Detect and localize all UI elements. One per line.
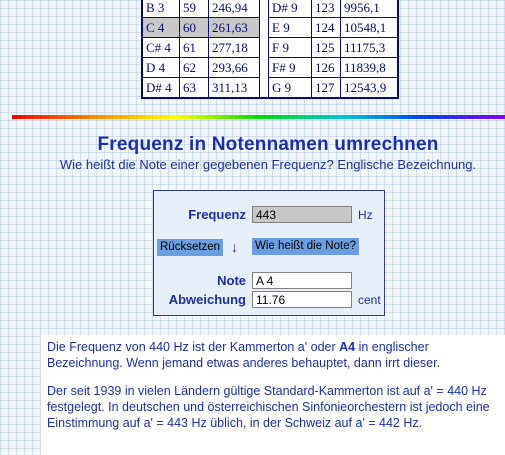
frequency-label: Frequenz: [188, 207, 246, 222]
table-cell-midi: 126: [312, 58, 341, 78]
table-cell-freq: 10548,1: [341, 18, 399, 38]
page-subtitle: Wie heißt die Note einer gegebenen Frequenz? Englische Bezeichnung.: [59, 157, 477, 172]
table-cell-midi: 59: [180, 0, 209, 18]
info-text-bold: A4: [339, 340, 356, 354]
table-cell-midi: 62: [180, 58, 209, 78]
table-separator: [260, 58, 269, 78]
table-cell-midi: 123: [312, 0, 341, 18]
table-cell-note: D 4: [142, 58, 180, 78]
table-cell-freq-highlighted: 261,63: [209, 18, 260, 38]
note-output[interactable]: [252, 272, 352, 289]
table-cell-freq: 11839,8: [341, 58, 399, 78]
info-paragraph-2: Der seit 1939 in vielen Ländern gültige Standard-Kammerton ist auf a' = 440 Hz festgelegt. In deutschen und österreichischen Sinfonieorchestern ist jedoch eine Einstimmung auf a' = 443 Hz üblich, in der Schweiz auf a' = 442 Hz.: [47, 384, 490, 430]
table-cell-note: D# 9: [269, 0, 312, 18]
table-cell-note: C# 4: [142, 38, 180, 58]
table-cell-note-highlighted: C 4: [142, 18, 180, 38]
note-frequency-table: [141, 0, 399, 99]
table-cell-freq: 9956,1: [341, 0, 399, 18]
table-cell-midi: 125: [312, 38, 341, 58]
table-cell-freq: 311,13: [209, 78, 260, 99]
table-row: [142, 18, 398, 38]
info-paragraph-1: [47, 339, 502, 371]
table-row: [142, 38, 398, 58]
table-cell-midi: 124: [312, 18, 341, 38]
note-label: Note: [217, 273, 246, 288]
table-separator: [260, 78, 269, 99]
reset-button[interactable]: Rücksetzen: [157, 239, 223, 256]
table-cell-note: G 9: [269, 78, 312, 99]
arrow-down-icon: ↓: [231, 239, 238, 255]
table-row: [142, 78, 398, 99]
deviation-label: Abweichung: [168, 292, 246, 307]
table-cell-note: E 9: [269, 18, 312, 38]
table-cell-note: B 3: [142, 0, 180, 18]
table-cell-freq: 293,66: [209, 58, 260, 78]
frequency-input[interactable]: [252, 206, 352, 223]
info-panel: [41, 335, 505, 455]
table-cell-freq: 277,18: [209, 38, 260, 58]
table-cell-midi: 127: [312, 78, 341, 99]
table-cell-note: D# 4: [142, 78, 180, 99]
calculate-note-button[interactable]: Wie heißt die Note?: [252, 238, 359, 255]
table-cell-note: F 9: [269, 38, 312, 58]
table-cell-freq: 11175,3: [341, 38, 399, 58]
table-separator: [260, 38, 269, 58]
table-separator: [260, 18, 269, 38]
info-text: in englischer Bezeichnung. Wenn jemand etwas anderes behauptet, dann irrt dieser.: [47, 340, 441, 370]
deviation-output[interactable]: [252, 291, 352, 308]
table-cell-midi: 63: [180, 78, 209, 99]
info-text: Die Frequenz von 440 Hz ist der Kammerton a' oder: [47, 340, 340, 354]
page-title: Frequenz in Notennamen umrechnen: [97, 134, 439, 155]
table-cell-freq: 246,94: [209, 0, 260, 18]
table-row: [142, 0, 398, 18]
table-cell-midi-highlighted: 60: [180, 18, 209, 38]
table-cell-note: F# 9: [269, 58, 312, 78]
frequency-unit: Hz: [358, 208, 373, 222]
table-separator: [260, 0, 269, 18]
table-cell-freq: 12543,9: [341, 78, 399, 99]
table-cell-midi: 61: [180, 38, 209, 58]
deviation-unit: cent: [358, 293, 381, 307]
rainbow-divider: [12, 115, 505, 119]
table-row: [142, 58, 398, 78]
